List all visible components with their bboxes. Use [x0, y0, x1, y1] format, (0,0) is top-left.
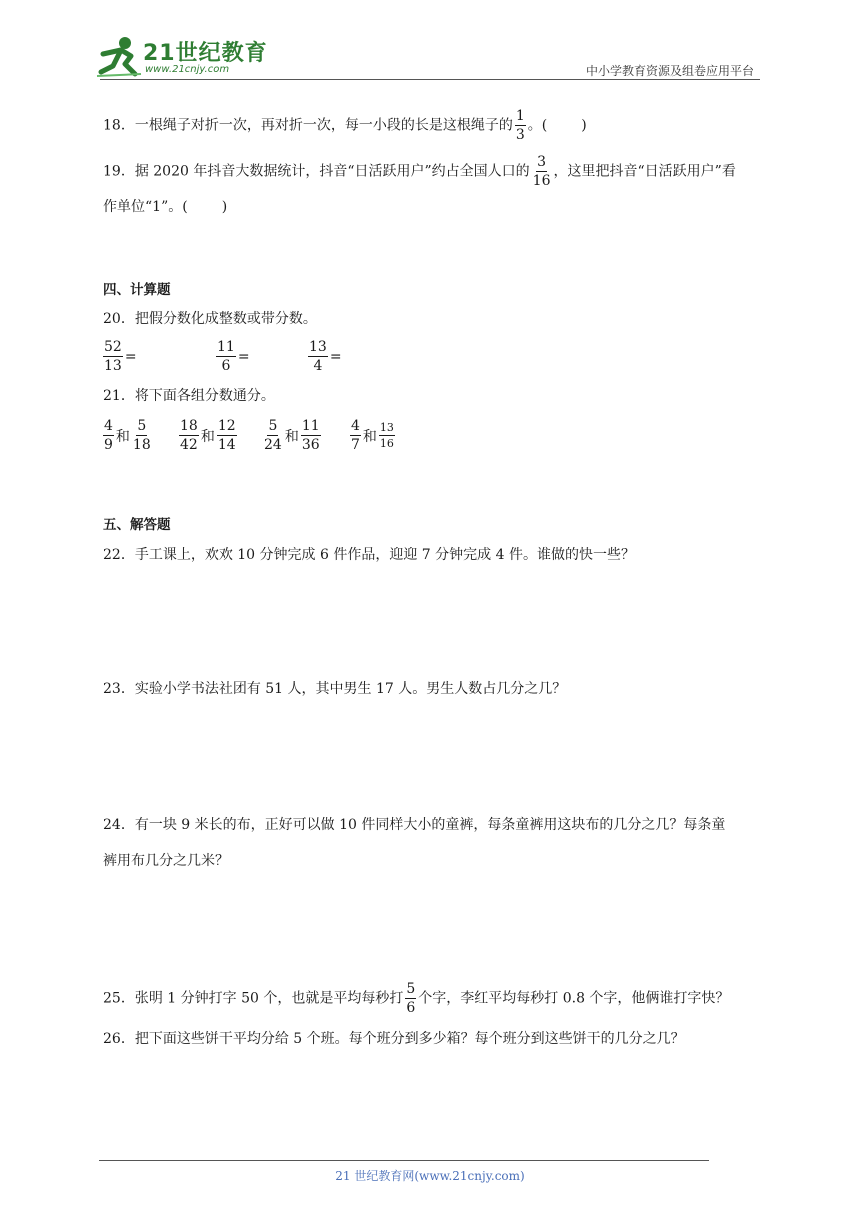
question-19-line2: 作单位“1”。( ) — [103, 199, 228, 215]
question-24-line2: 裤用布几分之几米？ — [103, 853, 229, 869]
logo-url: www.21cnjy.com — [145, 64, 230, 75]
question-25: 25．张明 1 分钟打字 50 个，也就是平均每秒打 $\frac{5}{6}$ 个字，李红平均每秒打 0.8 个字，他俩谁打字快？ — [103, 981, 730, 1016]
section-heading-calculation: 四、计算题 — [103, 282, 171, 298]
question-20: 20．把假分数化成整数或带分数。 — [103, 311, 317, 327]
platform-title: 中小学教育资源及组卷应用平台 — [585, 64, 754, 78]
footer-divider — [99, 1160, 709, 1161]
q18-text: 18．一根绳子对折一次，再对折一次，每一小段的长是这根绳子的 — [103, 117, 513, 134]
q21-group: $\frac{18}{42}$ 和 $\frac{12}{14}$ — [180, 418, 236, 453]
q21-group: $\frac{4}{7}$ 和 $\frac{13}{16}$ — [351, 418, 394, 453]
q21-fraction-row — [101, 419, 397, 452]
q20-item: $\frac{13}{4}$ = — [309, 339, 342, 374]
site-logo — [95, 34, 268, 80]
question-18: 18．一根绳子对折一次，再对折一次，每一小段的长是这根绳子的 $\frac{1}{3}$ 。( ) — [103, 108, 587, 143]
question-23: 23．实验小学书法社团有 51 人，其中男生 17 人。男生人数占几分之几？ — [103, 681, 567, 697]
q20-fraction-row — [101, 340, 342, 373]
footer-link[interactable]: 21 世纪教育网(www.21cnjy.com) — [335, 1169, 525, 1183]
question-21: 21．将下面各组分数通分。 — [103, 388, 275, 404]
question-19: 19．据 2020 年抖音大数据统计，抖音“日活跃用户”约占全国人口的 $\frac{3}{16}$ ，这里把抖音“日活跃用户”看 — [103, 154, 736, 189]
section-heading-word-problems: 五、解答题 — [103, 517, 171, 533]
q19-fraction: $\frac{3}{16}$ — [532, 154, 551, 189]
q20-item: $\frac{52}{13}$ = — [104, 339, 137, 374]
runner-logo-icon — [95, 34, 143, 80]
logo-name: 21世纪教育 — [143, 41, 268, 66]
question-26: 26．把下面这些饼干平均分给 5 个班。每个班分到多少箱？每个班分到这些饼干的几分之几？ — [103, 1031, 685, 1047]
q19-text: 19．据 2020 年抖音大数据统计，抖音“日活跃用户”约占全国人口的 — [103, 163, 530, 180]
q21-group: $\frac{5}{24}$ 和 $\frac{11}{36}$ — [264, 418, 320, 453]
q18-fraction: $\frac{1}{3}$ — [515, 108, 525, 143]
question-24: 24．有一块 9 米长的布，正好可以做 10 件同样大小的童裤，每条童裤用这块布的几分之几？每条童 — [103, 817, 726, 833]
question-22: 22．手工课上，欢欢 10 分钟完成 6 件作品，迎迎 7 分钟完成 4 件。谁做的快一些？ — [103, 547, 635, 563]
q25-fraction: $\frac{5}{6}$ — [406, 981, 416, 1016]
q21-group: $\frac{4}{9}$ 和 $\frac{5}{18}$ — [104, 418, 151, 453]
header-divider — [100, 79, 760, 80]
q20-item: $\frac{11}{6}$ = — [217, 339, 250, 374]
